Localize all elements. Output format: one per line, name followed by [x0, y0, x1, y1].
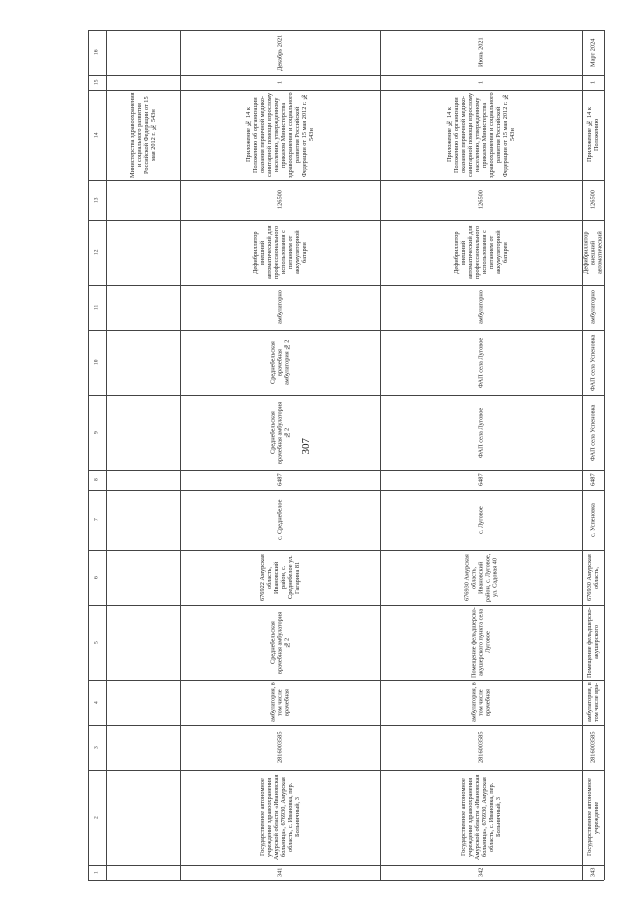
table-rule	[106, 30, 107, 880]
table-cell-unit_type: амбулаторно	[589, 290, 597, 325]
table-cell-code: 126500	[589, 190, 597, 210]
table-cell-type: амбулатория, в том числе врачебная	[470, 682, 492, 723]
table-cell-name: Среднебельская врачебная амбулатория №2	[269, 611, 291, 674]
table-cell-target_name2: ФАП села Луговое	[477, 337, 485, 388]
table-cell-regulation: Приложение № 14 к Положению	[586, 107, 600, 163]
table-cell-address: 676930 Амурская область, Ивановский район, с. Луговое, ул. Садовая 40	[463, 553, 499, 602]
table-cell-type: амбулатория, в том числе врачебная	[269, 682, 291, 723]
table-cell-village: с. Успеновка	[589, 503, 597, 537]
table-cell-target_name: ФАП села Луговое	[477, 407, 485, 458]
table-cell-inn: 2816003585	[276, 731, 284, 764]
table-cell-population: 6487	[589, 473, 597, 487]
column-number: 4	[93, 701, 100, 704]
column-number: 14	[93, 132, 100, 138]
column-number: 6	[93, 576, 100, 579]
column-number: 9	[93, 431, 100, 434]
table-cell-org: Государственное автономное учреждение здравоохранения Амурской области «Ивановская больница», 676930, Амурская область, с. Ивановка, пер. Больничный, 3	[259, 774, 301, 861]
table-cell-num: 343	[589, 867, 597, 878]
column-number: 15	[93, 79, 100, 86]
table-rule	[380, 30, 381, 880]
table-cell-regulation: Приложение № 14 к Положению об организации оказания первичной медико-санитарной помощи взрослому населению, утвержденному приказом Министерства здравоохранения и социального развития Российской Федерации от 15 мая 2012 г. № 543н	[446, 92, 516, 178]
table-cell-target_name: Среднебельская врачебная амбулатория №2	[269, 401, 291, 464]
table-rule	[88, 490, 604, 491]
table-cell-population: 6487	[276, 473, 284, 487]
table-cell-deadline: Июнь 2021	[477, 37, 485, 68]
column-number: 5	[93, 641, 100, 644]
table-rule	[88, 75, 604, 76]
table-rule	[88, 680, 604, 681]
table-rule	[88, 285, 604, 286]
table-cell-regulation: Приложение № 14 к Положению об организации оказания первичной медико-санитарной помощи взрослому населению, утвержденному приказом Министерства здравоохранения и социального развития Российской Федерации от 15 мая 2012 г. № 543н	[245, 92, 315, 178]
table-rule	[88, 725, 604, 726]
table-rule	[88, 770, 604, 771]
table-cell-address: 676922 Амурская область, Ивановский район, с. Среднебелое ул. Гагарина 81	[259, 554, 301, 601]
table-cell-deadline: Март 2024	[589, 38, 597, 67]
table-cell-qty: 1	[276, 80, 284, 85]
table-rule	[88, 220, 604, 221]
table-cell-target_name2: Среднебельская врачебная амбулатория №2	[269, 339, 291, 386]
column-number: 10	[93, 359, 100, 366]
table-rule	[88, 30, 604, 31]
table-cell-org: Государственное автономное учреждение здравоохранения Амурской области «Ивановская больница», 676930, Амурская область, с. Ивановка, пер. Больничный, 3	[460, 774, 502, 861]
table-cell-population: 6487	[477, 473, 485, 487]
table-rule	[88, 330, 604, 331]
table-cell-unit_type: амбулаторно	[477, 290, 485, 325]
table-rule	[88, 865, 604, 866]
table-rule	[88, 180, 604, 181]
table-rule	[180, 30, 181, 880]
table-cell-num: 341	[276, 867, 284, 878]
column-number: 7	[93, 518, 100, 522]
column-number: 1	[93, 871, 100, 874]
table-cell-target_name: ФАП села Успеновка	[589, 404, 597, 461]
table-rule	[88, 30, 89, 880]
table-cell-village: с. Среднебелое	[276, 499, 284, 541]
table-cell-equipment: Дефибриллятор внешний автоматический для профессионального использования с питанием от аккумуляторной батареи	[453, 225, 509, 280]
column-number: 2	[93, 816, 100, 819]
table-rule	[88, 550, 604, 551]
table-cell-name: Помещение фельдшерско-акушерского	[586, 607, 600, 678]
table-cell-address: 676930 Амурская область,	[586, 554, 600, 601]
table-cell-code: 126500	[276, 190, 284, 210]
column-number: 3	[93, 746, 100, 749]
column-number: 8	[93, 478, 100, 482]
column-number: 16	[93, 49, 100, 56]
table-cell-qty: 1	[477, 80, 485, 85]
table-rule	[604, 30, 605, 880]
table-rule	[88, 880, 604, 881]
column-number: 12	[93, 249, 100, 256]
table-cell-deadline: Декабрь 2021	[276, 34, 284, 71]
table-cell-name: Помещение фельдшерско-акушерского пункта села Луговое	[470, 607, 492, 678]
table-cell-village: с. Луговое	[477, 506, 485, 534]
table-cell-unit_type: амбулаторно	[276, 290, 284, 325]
table-rule	[88, 395, 604, 396]
column-number: 11	[93, 304, 100, 311]
table-cell-org: Государственное автономное учреждение	[586, 778, 600, 857]
table-rule	[582, 30, 583, 880]
table-cell-equipment: Дефибриллятор внешний автоматический	[582, 231, 604, 274]
table-cell-inn: 2816003585	[477, 731, 485, 764]
table-rule	[88, 605, 604, 606]
page-number: 307	[300, 438, 312, 455]
table-rule	[88, 90, 604, 91]
table-cell-type: амбулатория, в том числе вра-	[586, 682, 600, 723]
table-cell-target_name2: ФАП села Успеновка	[589, 334, 597, 391]
table-cell-qty: 1	[589, 80, 597, 85]
table-rule	[88, 470, 604, 471]
table-cell-equipment: Дефибриллятор внешний автоматический для профессионального использования с питанием от аккумуляторной батареи	[252, 225, 308, 280]
table-cell-code: 126500	[477, 190, 485, 210]
table-cell-inn: 2816003585	[589, 731, 597, 764]
table-cell-continuation: Министерства здравоохранения и социального развития Российской Федерации от 15 мая 2012 г. № 543н	[129, 92, 157, 178]
column-number: 13	[93, 197, 100, 203]
table-cell-num: 342	[477, 867, 485, 878]
